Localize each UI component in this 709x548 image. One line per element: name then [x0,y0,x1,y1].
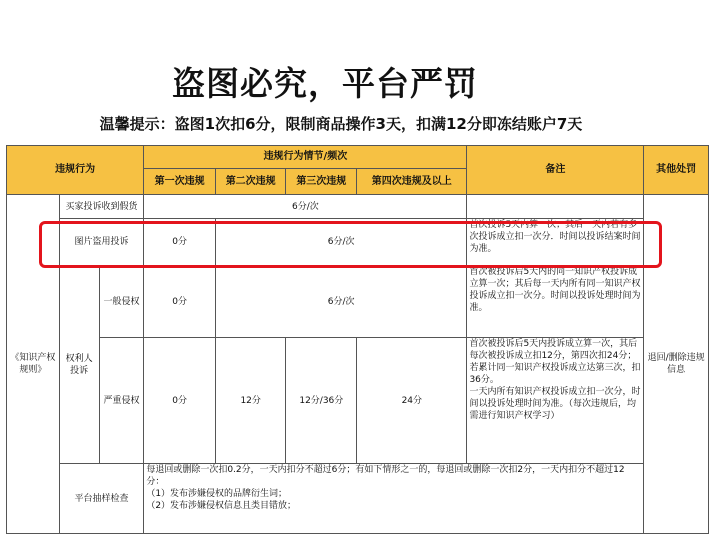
serious-third: 12分/36分 [286,338,357,464]
header-violation: 违规行为 [7,146,144,195]
buyer-complaint-value: 6分/次 [144,195,467,219]
header-fourth-violation: 第四次违规及以上 [357,169,467,195]
image-theft-remark: 首次投诉5天内算一次；其后一天内若有多次投诉成立扣一次分．时间以投诉结案时间为准。 [467,219,644,266]
image-theft-label: 图片盗用投诉 [59,219,144,266]
sampling-check-label: 平台抽样检查 [59,464,144,534]
sampling-check-text: 每退回或删除一次扣0.2分，一天内扣分不超过6分；有如下情形之一的，每退回或删除一次扣2分，一天内扣分不超过12分： （1）发布涉嫌侵权的品牌衍生词； （2）发布涉嫌侵权信息且类目错放； [144,464,644,534]
ip-rules-cell: 《知识产权规则》 [7,195,60,534]
highlight-box [39,221,662,268]
general-infringement-label: 一般侵权 [99,266,144,338]
buyer-complaint-remark [467,195,644,219]
serious-remark: 首次被投诉后5天内投诉成立算一次，其后每次被投诉成立扣12分，第四次扣24分；若累计同一知识产权投诉成立达第三次，扣36分。 一天内所有知识产权投诉成立扣一次分，时间以投诉处理时间为准。（每次违规后，均需进行知识产权学习） [467,338,644,464]
general-remark: 首次被投诉后5天内的同一知识产权投诉成立算一次；其后每一天内所有同一知识产权投诉成立扣一次分。时间以投诉处理时间为准。 [467,266,644,338]
header-first-violation: 第一次违规 [144,169,216,195]
header-other-penalty: 其他处罚 [644,146,709,195]
header-second-violation: 第二次违规 [215,169,286,195]
page-title: 盗图必究，平台严罚 [172,64,478,103]
serious-first: 0分 [144,338,216,464]
header-third-violation: 第三次违规 [286,169,357,195]
general-rest: 6分/次 [215,266,467,338]
serious-fourth: 24分 [357,338,467,464]
rights-holder-cell: 权利人投诉 [59,266,99,464]
image-theft-rest: 6分/次 [215,219,467,266]
penalty-table [6,145,709,534]
general-first: 0分 [144,266,216,338]
header-severity: 违规行为情节/频次 [144,146,467,169]
image-theft-first: 0分 [144,219,216,266]
buyer-complaint-label: 买家投诉收到假货 [59,195,144,219]
serious-second: 12分 [215,338,286,464]
other-penalty-cell: 退回/删除违规信息 [644,195,709,534]
serious-infringement-label: 严重侵权 [99,338,144,464]
warm-tip: 温馨提示：盗图1次扣6分，限制商品操作3天，扣满12分即冻结账户7天 [99,115,583,133]
header-remark: 备注 [467,146,644,195]
